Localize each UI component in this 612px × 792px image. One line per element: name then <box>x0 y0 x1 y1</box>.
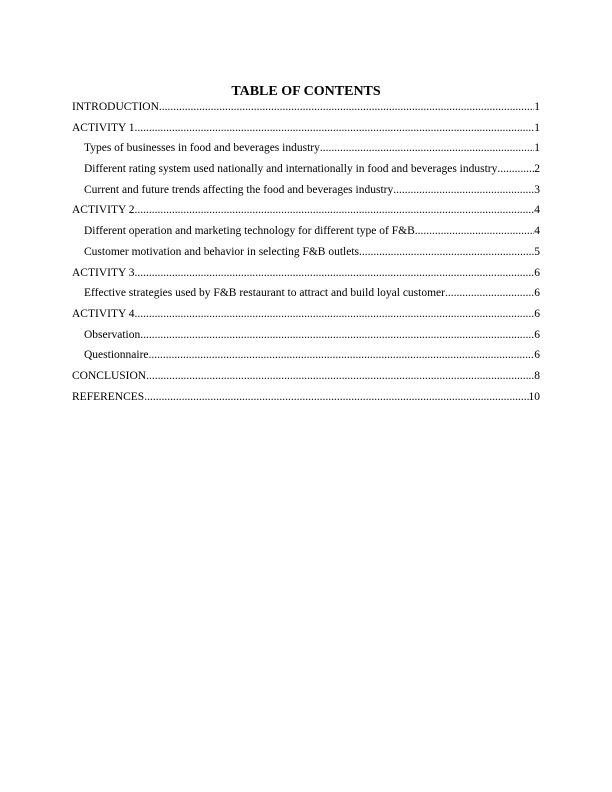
toc-entry-label: Customer motivation and behavior in selecting F&B outlets <box>84 245 360 258</box>
dot-leader <box>497 162 534 176</box>
dot-leader <box>415 224 535 238</box>
toc-entry-activity-2[interactable] <box>72 203 540 224</box>
toc-entry-label: Current and future trends affecting the food and beverages industry <box>84 183 394 196</box>
toc-entry-page-number: 1 <box>534 142 540 155</box>
toc-entry-label: CONCLUSION <box>72 369 147 382</box>
dot-leader <box>140 328 534 342</box>
toc-entry-label: Types of businesses in food and beverages industry <box>84 142 320 155</box>
toc-entry-label: ACTIVITY 1 <box>72 121 135 134</box>
toc-entry-page-number: 8 <box>534 369 540 382</box>
toc-entry-page-number: 10 <box>528 390 540 403</box>
dot-leader <box>146 369 534 383</box>
toc-entry-page-number: 6 <box>534 307 540 320</box>
toc-entry-page-number: 5 <box>534 245 540 258</box>
toc-entry-page-number: 1 <box>534 121 540 134</box>
toc-entry-label: Different rating system used nationally and internationally in food and beverages industry <box>84 163 498 176</box>
toc-entry-questionnaire[interactable] <box>72 348 540 369</box>
toc-entry-label: INTRODUCTION <box>72 101 159 113</box>
toc-entry-page-number: 4 <box>534 204 540 217</box>
toc-entry-label: Observation <box>84 328 141 341</box>
dot-leader <box>144 390 528 404</box>
toc-title: TABLE OF CONTENTS <box>231 84 381 99</box>
dot-leader <box>135 307 535 321</box>
toc-entry-effective-strategies[interactable] <box>72 286 540 307</box>
toc-entry-operation-marketing-technology[interactable] <box>72 224 540 245</box>
toc-entry-activity-1[interactable] <box>72 121 540 142</box>
toc-entry-customer-motivation[interactable] <box>72 245 540 266</box>
toc-entry-label: Effective strategies used by F&B restaurant to attract and build loyal customer <box>84 287 445 300</box>
toc-entry-page-number: 2 <box>534 163 540 176</box>
dot-leader <box>359 245 534 259</box>
dot-leader <box>135 203 535 217</box>
dot-leader <box>445 286 534 300</box>
toc-entry-label: ACTIVITY 3 <box>72 266 135 279</box>
toc-entry-references[interactable] <box>72 390 540 411</box>
toc-entry-page-number: 4 <box>534 225 540 238</box>
toc-entry-introduction[interactable] <box>72 100 540 121</box>
dot-leader <box>320 141 534 155</box>
dot-leader <box>135 266 535 280</box>
toc-entry-label: Questionnaire <box>84 349 149 362</box>
dot-leader <box>393 183 534 197</box>
toc-entry-page-number: 3 <box>534 183 540 196</box>
toc-entry-rating-system[interactable] <box>72 162 540 183</box>
toc-entry-label: Different operation and marketing technology for different type of F&B <box>84 225 415 238</box>
toc-entry-current-future-trends[interactable] <box>72 183 540 204</box>
dot-leader <box>149 348 535 362</box>
toc-entry-conclusion[interactable] <box>72 369 540 390</box>
toc-entry-label: ACTIVITY 2 <box>72 204 135 217</box>
toc-entry-page-number: 6 <box>534 349 540 362</box>
dot-leader <box>135 121 535 135</box>
toc-entry-label: ACTIVITY 4 <box>72 307 135 320</box>
toc-entry-label: REFERENCES <box>72 390 145 403</box>
dot-leader <box>159 100 534 114</box>
toc-entry-page-number: 6 <box>534 266 540 279</box>
toc-entry-observation[interactable] <box>72 328 540 349</box>
table-of-contents <box>72 100 540 410</box>
toc-entry-page-number: 1 <box>534 101 540 113</box>
toc-entry-types-of-businesses[interactable] <box>72 141 540 162</box>
toc-entry-activity-4[interactable] <box>72 307 540 328</box>
toc-entry-page-number: 6 <box>534 328 540 341</box>
toc-entry-activity-3[interactable] <box>72 266 540 287</box>
toc-entry-page-number: 6 <box>534 287 540 300</box>
